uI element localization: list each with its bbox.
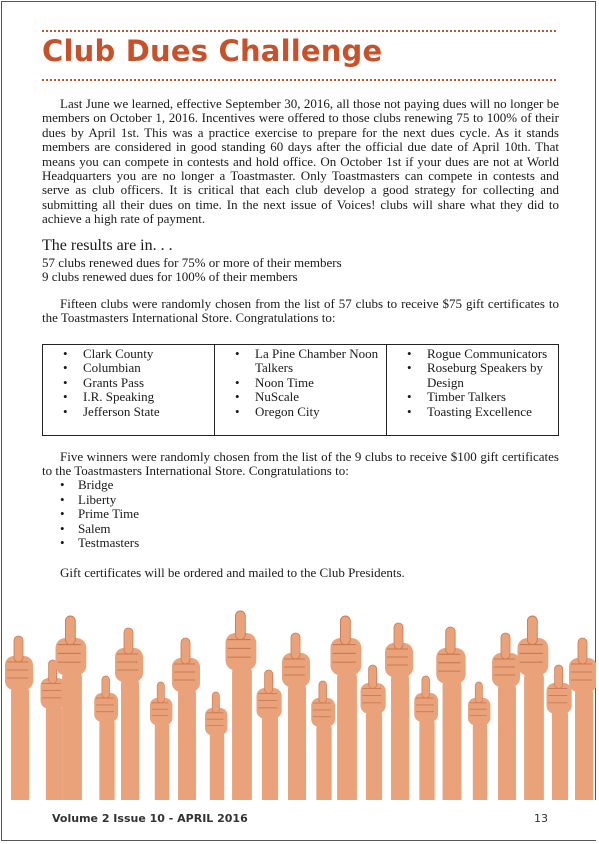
winner-list-item: • Bridge (78, 478, 139, 493)
thumbs-up-hand (257, 670, 282, 800)
intro-paragraph: Last June we learned, effective September 30, 2016, all those not paying dues will no longer be members on October 1, 2016. Incentives were offered to those clubs renewing 75 to 100% of their dues by April 1st. This was a practice exercise to prepare for the next dues cycle. As it stands members are considered in good standing 60 days after the official due date of April 10th. That means you can compete in contests and hold office. On October 1st if your dues are not at World Headquarters you are no longer a Toastmaster. Only Toastmasters can compete in contests and serve as club officers. It is critical that each club develop a good strategy for collecting and submitting all their dues on time. In the next issue of Voices! clubs will share what they did to achieve a high rate of payment. (42, 96, 559, 227)
thumbs-up-hand (311, 681, 335, 800)
closing-paragraph: Gift certificates will be ordered and mailed to the Club Presidents. (60, 565, 405, 580)
club-list-item: • Clark County (83, 347, 211, 361)
winners-75-table (42, 344, 559, 436)
thumbs-up-hand (205, 692, 227, 800)
five-winners-paragraph: Five winners were randomly chosen from the list of the 9 clubs to receive $100 gift certificates to the Toastmasters International Store. Congratulations to: (42, 449, 559, 479)
club-list-item: • I.R. Speaking (83, 390, 211, 404)
club-list-3 (387, 347, 555, 419)
thumbs-up-hand (94, 676, 118, 800)
footer-issue: Volume 2 Issue 10 - APRIL 2016 (52, 812, 248, 825)
club-list-item: • Toasting Excellence (427, 405, 555, 419)
thumbs-up-hand (5, 636, 33, 800)
thumbs-up-hand (150, 682, 172, 800)
club-list-item: • Noon Time (255, 376, 383, 390)
thumbs-up-hand (172, 638, 200, 800)
winner-list-item: • Liberty (78, 493, 139, 508)
title-dotted-rule (42, 79, 556, 81)
winner-list-item: • Salem (78, 522, 139, 537)
thumbs-up-hand (331, 616, 362, 800)
winners-100-list (42, 478, 139, 551)
thumbs-up-hand (226, 611, 257, 800)
results-heading: The results are in. . . (42, 237, 173, 254)
club-list-item: • Oregon City (255, 405, 383, 419)
thumbs-up-hand (569, 638, 596, 800)
table-column-2 (215, 345, 387, 436)
club-list-item: • Timber Talkers (427, 390, 555, 404)
thumbs-up-hands-image (2, 598, 596, 800)
thumbs-up-hand (414, 676, 438, 800)
results-line-1: 57 clubs renewed dues for 75% or more of their members (42, 255, 342, 270)
club-list-item: • La Pine Chamber Noon Talkers (255, 347, 383, 376)
top-dotted-rule (42, 30, 556, 32)
winner-list-item: • Prime Time (78, 507, 139, 522)
footer-page-number: 13 (534, 812, 548, 825)
fifteen-clubs-paragraph: Fifteen clubs were randomly chosen from the list of 57 clubs to receive $75 gift certificates to the Toastmasters International Store. Congratulations to: (42, 296, 559, 326)
thumbs-up-hand (436, 627, 465, 800)
club-list-item: • Roseburg Speakers by Design (427, 361, 555, 390)
club-list-1 (43, 347, 211, 419)
thumbs-up-hand (361, 665, 386, 800)
thumbs-up-hand (282, 633, 310, 800)
club-list-item: • Rogue Communicators (427, 347, 555, 361)
table-column-3 (387, 345, 559, 436)
winner-list-item: • Testmasters (78, 536, 139, 551)
thumbs-up-hand (547, 665, 572, 800)
thumbs-up-hand (468, 682, 490, 800)
thumbs-up-hand (41, 660, 66, 800)
thumbs-up-hand (115, 628, 143, 800)
club-list-item: • Grants Pass (83, 376, 211, 390)
club-list-item: • NuScale (255, 390, 383, 404)
table-column-1 (43, 345, 215, 436)
club-list-2 (215, 347, 383, 419)
results-line-2: 9 clubs renewed dues for 100% of their members (42, 269, 298, 284)
article-title: Club Dues Challenge (42, 34, 383, 68)
club-list-item: • Columbian (83, 361, 211, 375)
thumbs-up-hand (492, 633, 520, 800)
thumbs-up-hand (518, 616, 549, 800)
thumbs-up-hand (385, 623, 413, 800)
club-list-item: • Jefferson State (83, 405, 211, 419)
